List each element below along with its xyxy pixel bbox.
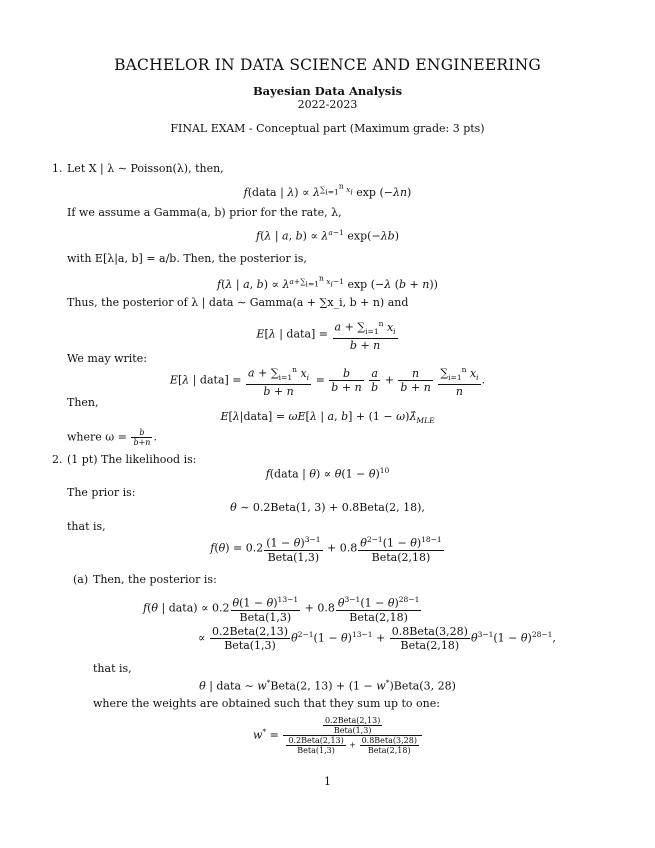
q2-number: 2. bbox=[52, 453, 63, 466]
page-number: 1 bbox=[324, 775, 331, 788]
q2-eq-posterior-line2: ∝ $\frac{\text{0.2Beta(2,13)}}{\text{Beta(1,3)}}$ $\theta^{2-1}(1 - \theta)^{13-1}$ + $\frac{\text{0.8Beta(3,28)}}{\text{Beta(2,18)}}$ $\theta^{3-1}(1 - \theta)^{28-1}$, bbox=[198, 625, 556, 652]
q1-text-write: We may write: bbox=[67, 352, 147, 365]
q1-text-prior: If we assume a Gamma(a, b) prior for the rate, λ, bbox=[67, 206, 342, 219]
q1-eq-likelihood: f(data | $\lambda) \propto \lambda^{\sum_{i=1}^n x_i}$ exp (−λn) bbox=[243, 181, 412, 200]
q2-eq-mixture: θ | data ∼ w*Beta(2, 13) + (1 − w*)Beta(3, 28) bbox=[199, 678, 456, 693]
q1-text-then: Then, bbox=[67, 396, 99, 409]
q2-part-a-label: (a) bbox=[73, 573, 89, 586]
q1-eq-decomposition: E[λ | data] = $\frac{a + \sum_{i=1}^n x_i}{b + n}$ = $\frac{b}{b + n}$ $\frac{a}{b}$ + $\frac{n}{b + n}$ $\frac{\sum_{i=1}^n x_i}{n}$ . bbox=[169, 365, 486, 398]
q1-text-where: where ω = $\frac{b}{b+n}$ . bbox=[67, 428, 157, 447]
q1-intro: Let X | λ ∼ Poisson(λ), then, bbox=[67, 162, 224, 175]
exam-subtitle: FINAL EXAM - Conceptual part (Maximum grade: 3 pts) bbox=[170, 122, 485, 135]
q2-eq-prior-density: f(θ) = 0.2 $\frac{(1 - \theta)^{3-1}}{\text{Beta(1,3)}}$ + 0.8 $\frac{\theta^{2-1}(1 - \theta)^{18-1}}{\text{Beta(2,18)}}$ bbox=[210, 535, 442, 564]
q2-eq-likelihood: f(data | $\theta) \propto \theta(1 - \theta)^{10}$ bbox=[265, 466, 390, 481]
course-title: Bayesian Data Analysis bbox=[252, 84, 403, 98]
q2-eq-prior: θ ∼ 0.2Beta(1, 3) + 0.8Beta(2, 18), bbox=[230, 501, 425, 514]
q1-eq-posterior-mean: E[λ | data] = $\frac{a + \sum_{i=1}^n x_i}{b + n}$ bbox=[256, 319, 396, 352]
q1-eq-posterior: f(λ | a, $b) \propto \lambda^{a+\sum_{i=1}^n x_i-1}$ exp (−λ (b + n)) bbox=[217, 273, 438, 292]
q2-part-a-text: Then, the posterior is: bbox=[93, 573, 217, 586]
q2-text-prior: The prior is: bbox=[67, 486, 136, 499]
q2-eq-weight: w* = $\frac{\text{0.2Beta(2,13)}}{\text{Beta(1,3)}}$ $\frac{\text{0.2Beta(2,13)}}{\text{Beta(1,3)}}$ + $\frac{\text{0.8Beta(3,28)}}{\text{Beta(2,18)}}$ bbox=[253, 716, 423, 755]
q2-text-weights: where the weights are obtained such that they sum up to one: bbox=[93, 697, 440, 710]
q2-text-thatis2: that is, bbox=[93, 662, 132, 675]
program-title: BACHELOR IN DATA SCIENCE AND ENGINEERING bbox=[114, 56, 541, 74]
q1-text-thus: Thus, the posterior of λ | data ∼ Gamma(a + ∑x_i, b + n) and bbox=[67, 296, 409, 309]
q1-eq-prior: f(λ | a, $b) \propto \lambda^{a-1}$ exp(−λb) bbox=[255, 228, 399, 243]
q1-eq-final: E[λ|data] = ωE[λ | a, $b] + (1 - \omega)\lambdâ_{MLE}$ bbox=[220, 410, 435, 426]
q1-number: 1. bbox=[52, 162, 63, 175]
q2-eq-posterior-line1: f(θ | data) ∝ 0.2 $\frac{\theta(1 - \theta)^{13-1}}{\text{Beta(1,3)}}$ + 0.8 $\frac{\theta^{3-1}(1 - \theta)^{28-1}}{\text{Beta(2,18)}}$ bbox=[143, 595, 420, 624]
academic-year: 2022-2023 bbox=[297, 98, 358, 111]
q2-intro: (1 pt) The likelihood is: bbox=[67, 453, 197, 466]
q2-text-thatis: that is, bbox=[67, 520, 106, 533]
q1-text-mean: with E[λ|a, b] = a/b. Then, the posterior is, bbox=[67, 252, 307, 265]
